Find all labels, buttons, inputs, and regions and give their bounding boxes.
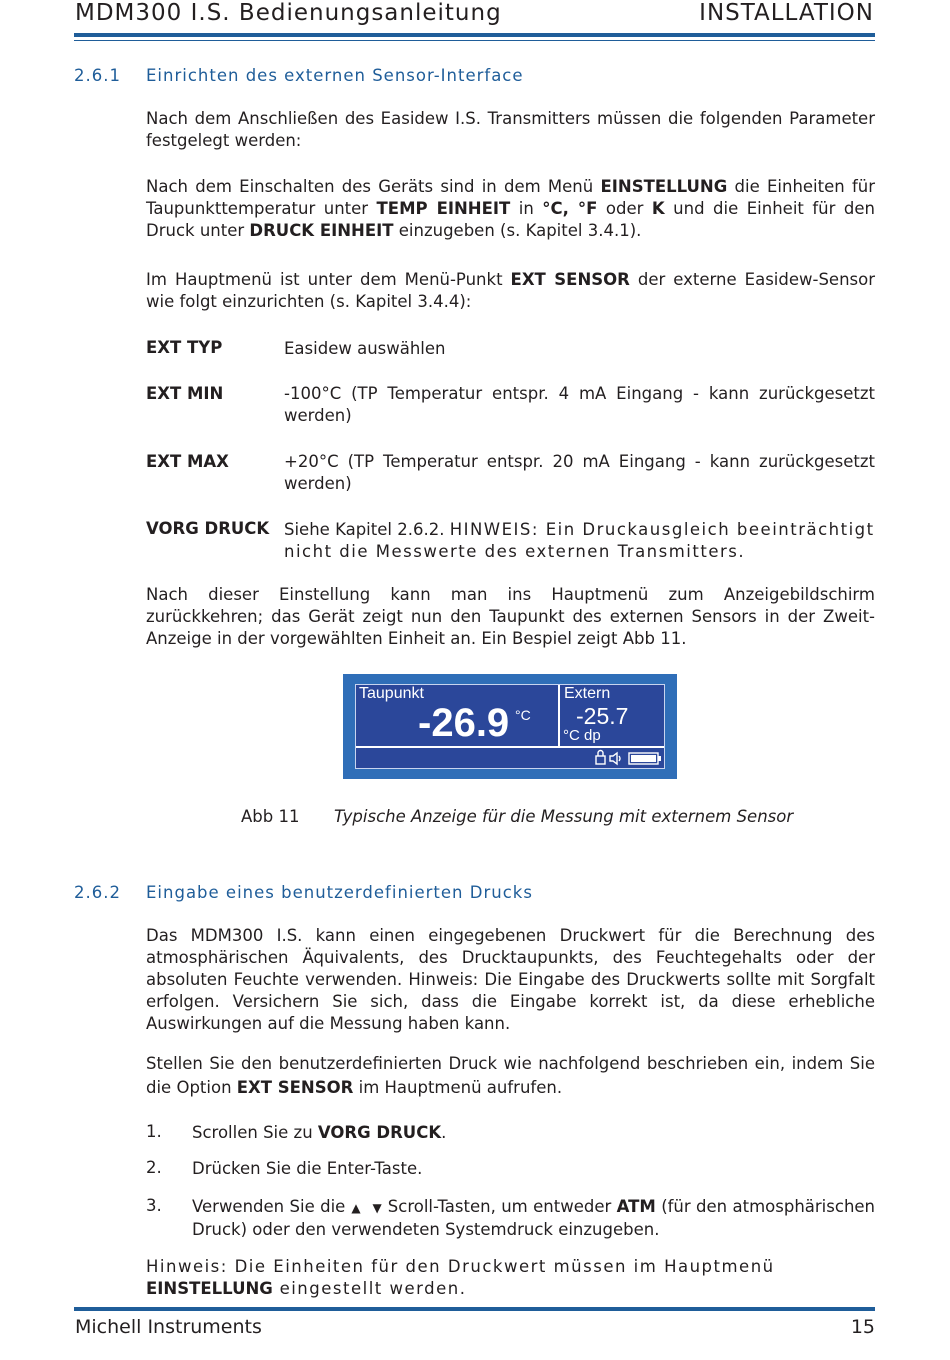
step-number: 2.	[146, 1158, 162, 1177]
header-title: MDM300 I.S. Bedienungsanleitung	[75, 0, 502, 26]
display-ext-value: -25.7	[576, 703, 629, 729]
step-number: 1.	[146, 1122, 162, 1141]
display-panel	[355, 684, 665, 769]
battery-icon	[629, 753, 661, 764]
lock-icon	[596, 751, 605, 765]
param-value: Siehe Kapitel 2.6.2. HINWEIS: Ein Druckausgleich beeinträchtigt nicht die Messwerte des externen Transmitters.	[284, 520, 875, 561]
param-label: EXT MAX	[146, 452, 229, 471]
display-main-value: -26.9	[418, 701, 510, 745]
display-right-label: Extern	[564, 685, 611, 702]
section-number: 2.6.2	[74, 883, 121, 902]
param-value: -100°C (TP Temperatur entspr. 4 mA Eingang - kann zurückgesetzt werden)	[284, 384, 875, 425]
step-number: 3.	[146, 1196, 162, 1215]
display-screen	[343, 674, 677, 779]
step-text: Drücken Sie die Enter-Taste.	[192, 1159, 423, 1178]
section-title: Eingabe eines benutzerdefinierten Drucks	[146, 883, 533, 902]
step-text: Verwenden Sie die ▲ ▼ Scroll-Tasten, um entweder ATM (für den atmosphärischen Druck) oder den verwendeten Systemdruck einzugeben.	[192, 1197, 876, 1239]
paragraph: Stellen Sie den benutzerdefinierten Druck wie nachfolgend beschrieben ein, indem Sie die Option EXT SENSOR im Hauptmenü aufrufen.	[146, 1054, 875, 1097]
param-value: Easidew auswählen	[284, 339, 446, 358]
display-ext-unit: °C dp	[563, 727, 601, 744]
section-number: 2.6.1	[74, 66, 121, 85]
status-icons	[594, 749, 664, 767]
header-section: INSTALLATION	[699, 0, 874, 26]
paragraph: Nach dieser Einstellung kann man ins Hauptmenü zum Anzeigebildschirm zurückkehren; das Gerät zeigt nun den Taupunkt des externen Sensors in der Zweit-Anzeige in der vorgewählten Einheit an. Ein Bespiel zeigt Abb 11.	[146, 585, 875, 648]
step-text: Scrollen Sie zu VORG DRUCK.	[192, 1123, 447, 1142]
paragraph: Nach dem Anschließen des Easidew I.S. Transmitters müssen die folgenden Parameter festgelegt werden:	[146, 109, 875, 150]
header-rule	[74, 33, 875, 37]
arrow-up-icon: ▲	[351, 1201, 361, 1215]
paragraph: Nach dem Einschalten des Geräts sind in dem Menü EINSTELLUNG die Einheiten für Taupunkttemperatur unter TEMP EINHEIT in °C, °F oder K und die Einheit für den Druck unter DRUCK EINHEIT einzugeben (s. Kapitel 3.4.1).	[146, 177, 876, 240]
display-left-label: Taupunkt	[359, 685, 424, 702]
param-label: VORG DRUCK	[146, 519, 270, 538]
figure-caption: Typische Anzeige für die Messung mit externem Sensor	[334, 807, 794, 826]
figure-label: Abb 11	[241, 807, 300, 826]
header-rule-thin	[74, 40, 875, 41]
note: Hinweis: Die Einheiten für den Druckwert müssen im Hauptmenü EINSTELLUNG eingestellt werden.	[146, 1257, 775, 1298]
page-number: 15	[850, 1316, 875, 1338]
display-divider	[558, 685, 560, 746]
param-label: EXT MIN	[146, 384, 224, 403]
display-main-unit: °C	[515, 707, 531, 723]
footer-company: Michell Instruments	[75, 1316, 262, 1338]
param-value: +20°C (TP Temperatur entspr. 20 mA Eingang - kann zurückgesetzt werden)	[284, 452, 875, 493]
paragraph: Das MDM300 I.S. kann einen eingegebenen Druckwert für die Berechnung des atmosphärischen Äquivalents, des Drucktaupunkts, des Feuchtegehalts oder der absoluten Feuchte verwenden. Hinweis: Die Eingabe des Druckwerts sollte mit Sorgfalt erfolgen. Versichern Sie sich, dass die Eingabe korrekt ist, da diese erhebliche Auswirkungen auf die Messung haben kann.	[146, 926, 875, 1033]
paragraph: Im Hauptmenü ist unter dem Menü-Punkt EXT SENSOR der externe Easidew-Sensor wie folgt einzurichten (s. Kapitel 3.4.4):	[146, 270, 876, 311]
speaker-icon	[610, 753, 620, 764]
footer-rule	[74, 1307, 875, 1311]
param-label: EXT TYP	[146, 338, 223, 357]
arrow-down-icon: ▼	[372, 1201, 382, 1215]
section-title: Einrichten des externen Sensor-Interface	[146, 66, 524, 85]
display-divider	[356, 746, 664, 748]
